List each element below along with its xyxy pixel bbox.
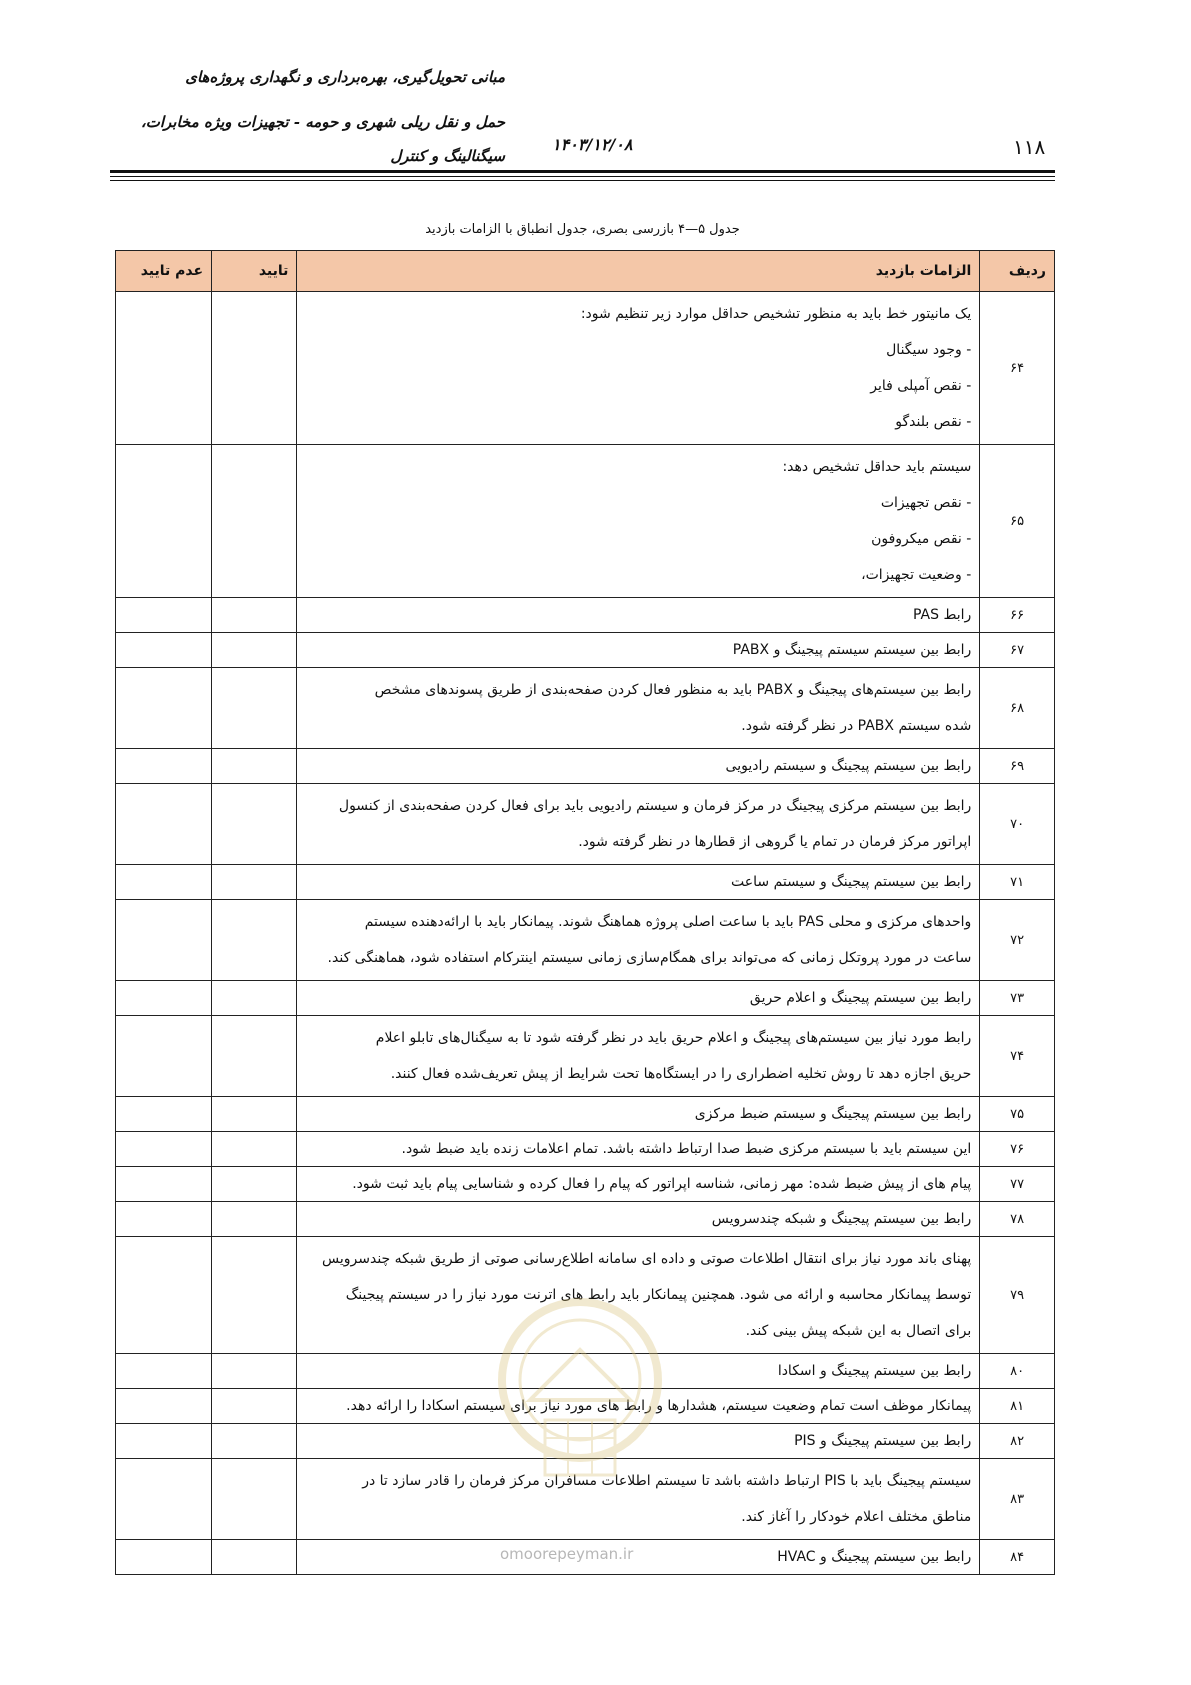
not-approve-cell[interactable]	[116, 1540, 212, 1575]
table-row	[116, 445, 1055, 598]
row-number: ۷۱	[980, 865, 1055, 900]
not-approve-cell[interactable]	[116, 749, 212, 784]
table-row	[116, 633, 1055, 668]
approve-cell[interactable]	[212, 900, 297, 981]
row-number: ۷۸	[980, 1202, 1055, 1237]
header-row-number: ردیف	[980, 251, 1055, 292]
row-number: ۶۴	[980, 292, 1055, 445]
requirement-text	[297, 1424, 980, 1459]
approve-cell[interactable]	[212, 1097, 297, 1132]
row-number: ۸۰	[980, 1354, 1055, 1389]
not-approve-cell[interactable]	[116, 1459, 212, 1540]
not-approve-cell[interactable]	[116, 598, 212, 633]
requirement-line: رابط بین سیستم پیجینگ و سیستم ساعت	[731, 874, 972, 890]
row-number: ۷۶	[980, 1132, 1055, 1167]
requirements-table	[115, 250, 1055, 1575]
requirement-text	[297, 1389, 980, 1424]
requirement-line: رابط بین سیستم پیجینگ و شبکه چندسرویس	[711, 1211, 972, 1227]
table-row	[116, 1354, 1055, 1389]
requirement-line: رابط بین سیستم سیستم پیجینگ و PABX	[732, 642, 972, 658]
approve-cell[interactable]	[212, 445, 297, 598]
row-number: ۸۲	[980, 1424, 1055, 1459]
page-header	[110, 62, 1055, 182]
requirement-line: رابط بین سیستم پیجینگ و سیستم ضبط مرکزی	[694, 1106, 972, 1122]
row-number: ۷۴	[980, 1016, 1055, 1097]
table-row	[116, 1459, 1055, 1540]
requirement-text	[297, 1459, 980, 1540]
requirement-line: رابط بین سیستم پیجینگ و PIS	[794, 1433, 972, 1449]
not-approve-cell[interactable]	[116, 900, 212, 981]
requirement-line: برای اتصال به این شبکه پیش بینی کند.	[745, 1323, 972, 1339]
header-rule	[110, 176, 1055, 177]
row-number: ۸۱	[980, 1389, 1055, 1424]
requirement-line: این سیستم باید با سیستم مرکزی ضبط صدا ارتباط داشته باشد. تمام اعلامات زنده باید ضبط شود.	[401, 1141, 972, 1157]
table-row	[116, 1097, 1055, 1132]
approve-cell[interactable]	[212, 1237, 297, 1354]
header-rule	[110, 170, 1055, 173]
requirement-line: - نقص تجهیزات	[880, 495, 972, 511]
header-date: ۱۴۰۳/۱۲/۰۸	[552, 135, 633, 154]
not-approve-cell[interactable]	[116, 784, 212, 865]
header-title-line-2: حمل و نقل ریلی شهری و حومه - تجهیزات ویژه مخابرات،	[140, 113, 505, 131]
not-approve-cell[interactable]	[116, 1097, 212, 1132]
requirement-line: رابط بین سیستم پیجینگ و HVAC	[777, 1549, 972, 1565]
requirement-line: رابط PAS	[913, 607, 972, 623]
requirement-text	[297, 1167, 980, 1202]
row-number: ۶۶	[980, 598, 1055, 633]
approve-cell[interactable]	[212, 749, 297, 784]
not-approve-cell[interactable]	[116, 1354, 212, 1389]
requirement-text	[297, 1016, 980, 1097]
approve-cell[interactable]	[212, 598, 297, 633]
requirement-text	[297, 749, 980, 784]
table-body	[116, 292, 1055, 1575]
row-number: ۷۰	[980, 784, 1055, 865]
table-row	[116, 1132, 1055, 1167]
requirement-text	[297, 633, 980, 668]
header-approve: تایید	[212, 251, 297, 292]
header-title-line-3: سیگنالینگ و کنترل	[390, 147, 505, 165]
requirement-line: سیستم پیجینگ باید با PIS ارتباط داشته باشد تا سیستم اطلاعات مسافران مرکز فرمان را قادر سازد تا در	[362, 1473, 972, 1489]
requirement-line: رابط مورد نیاز بین سیستم‌های پیجینگ و اعلام حریق باید در نظر گرفته شود تا به سیگنال‌های تابلو اعلام	[375, 1030, 972, 1046]
requirement-line: پیام های از پیش ضبط شده: مهر زمانی، شناسه اپراتور که پیام را فعال کرده و شناسایی پیام باید ثبت شود.	[352, 1176, 972, 1192]
not-approve-cell[interactable]	[116, 981, 212, 1016]
approve-cell[interactable]	[212, 668, 297, 749]
requirement-line: واحدهای مرکزی و محلی PAS باید با ساعت اصلی پروژه هماهنگ شوند. پیمانکار باید با ارائه‌دهنده سیستم	[364, 914, 972, 930]
not-approve-cell[interactable]	[116, 1132, 212, 1167]
table-row	[116, 292, 1055, 445]
requirement-line: رابط بین سیستم پیجینگ و اسکادا	[777, 1363, 972, 1379]
requirement-line: - نقص آمپلی فایر	[870, 378, 972, 394]
table-row	[116, 865, 1055, 900]
table-row	[116, 749, 1055, 784]
table-row	[116, 1424, 1055, 1459]
page-number: ۱۱۸	[1013, 135, 1046, 159]
requirement-text	[297, 1202, 980, 1237]
approve-cell[interactable]	[212, 1354, 297, 1389]
approve-cell[interactable]	[212, 1389, 297, 1424]
not-approve-cell[interactable]	[116, 865, 212, 900]
header-requirements: الزامات بازدید	[297, 251, 980, 292]
header-title-line-1: مبانی تحویل‌گیری، بهره‌برداری و نگهداری پروژه‌های	[185, 68, 505, 86]
requirement-line: رابط بین سیستم مرکزی پیجینگ در مرکز فرمان و سیستم رادیویی باید برای فعال کردن صفحه‌بندی از کنسول	[338, 798, 972, 814]
row-number: ۸۴	[980, 1540, 1055, 1575]
row-number: ۷۷	[980, 1167, 1055, 1202]
requirement-line: - نقص میکروفون	[871, 531, 972, 547]
not-approve-cell[interactable]	[116, 1237, 212, 1354]
approve-cell[interactable]	[212, 1459, 297, 1540]
header-rule	[110, 180, 1055, 181]
not-approve-cell[interactable]	[116, 1202, 212, 1237]
approve-cell[interactable]	[212, 1132, 297, 1167]
not-approve-cell[interactable]	[116, 668, 212, 749]
requirement-text	[297, 668, 980, 749]
table-row	[116, 900, 1055, 981]
table-row	[116, 668, 1055, 749]
row-number: ۷۲	[980, 900, 1055, 981]
requirement-text	[297, 784, 980, 865]
approve-cell[interactable]	[212, 981, 297, 1016]
requirement-line: مناطق مختلف اعلام خودکار را آغاز کند.	[741, 1509, 972, 1525]
row-number: ۸۳	[980, 1459, 1055, 1540]
approve-cell[interactable]	[212, 784, 297, 865]
requirement-line: اپراتور مرکز فرمان در تمام یا گروهی از قطارها در نظر گرفته شود.	[578, 834, 972, 850]
row-number: ۷۳	[980, 981, 1055, 1016]
table-row	[116, 1016, 1055, 1097]
row-number: ۶۸	[980, 668, 1055, 749]
not-approve-cell[interactable]	[116, 1424, 212, 1459]
header-not-approve: عدم تایید	[116, 251, 212, 292]
not-approve-cell[interactable]	[116, 633, 212, 668]
table-row	[116, 981, 1055, 1016]
not-approve-cell[interactable]	[116, 1016, 212, 1097]
table-row	[116, 1202, 1055, 1237]
not-approve-cell[interactable]	[116, 445, 212, 598]
requirement-text	[297, 981, 980, 1016]
requirement-text	[297, 598, 980, 633]
approve-cell[interactable]	[212, 1016, 297, 1097]
requirement-line: - وجود سیگنال	[886, 342, 972, 358]
not-approve-cell[interactable]	[116, 1167, 212, 1202]
requirement-text	[297, 1540, 980, 1575]
requirement-text	[297, 865, 980, 900]
requirement-line: رابط بین سیستم پیجینگ و سیستم رادیویی	[725, 758, 972, 774]
row-number: ۶۵	[980, 445, 1055, 598]
row-number: ۶۹	[980, 749, 1055, 784]
requirement-line: حریق اجازه دهد تا روش تخلیه اضطراری را در ایستگاه‌ها تحت شرایط از پیش تعریف‌شده فعال کنند.	[390, 1066, 972, 1082]
table-row	[116, 1237, 1055, 1354]
approve-cell[interactable]	[212, 1424, 297, 1459]
table-header-row	[116, 251, 1055, 292]
approve-cell[interactable]	[212, 1167, 297, 1202]
requirement-text	[297, 1354, 980, 1389]
requirement-line: پیمانکار موظف است تمام وضعیت سیستم، هشدارها و رابط های مورد نیاز برای سیستم اسکادا را ارائه دهد.	[346, 1398, 972, 1414]
requirement-line: رابط بین سیستم پیجینگ و اعلام حریق	[749, 990, 972, 1006]
requirement-line: رابط بین سیستم‌های پیجینگ و PABX باید به منظور فعال کردن صفحه‌بندی از طریق پسوندهای مشخص	[374, 682, 972, 698]
requirement-text	[297, 1097, 980, 1132]
requirement-text	[297, 1132, 980, 1167]
not-approve-cell[interactable]	[116, 292, 212, 445]
requirement-line: ساعت در مورد پروتکل زمانی که می‌تواند برای همگام‌سازی زمانی سیستم اینترکام استفاده شود، هماهنگی کند.	[327, 950, 972, 966]
requirement-text	[297, 1237, 980, 1354]
table-row	[116, 598, 1055, 633]
row-number: ۷۵	[980, 1097, 1055, 1132]
requirement-line: یک مانیتور خط باید به منظور تشخیص حداقل موارد زیر تنظیم شود:	[580, 306, 972, 322]
watermark-site: omoorepeyman.ir	[500, 1545, 634, 1563]
requirement-line: توسط پیمانکار محاسبه و ارائه می شود. همچنین پیمانکار باید رابط های اترنت مورد نیاز را در سیستم پیجینگ	[345, 1287, 972, 1303]
table-row	[116, 1389, 1055, 1424]
requirement-line: - وضعیت تجهیزات،	[861, 567, 972, 583]
requirement-line: - نقص بلندگو	[895, 414, 972, 430]
approve-cell[interactable]	[212, 633, 297, 668]
not-approve-cell[interactable]	[116, 1389, 212, 1424]
approve-cell[interactable]	[212, 865, 297, 900]
requirement-text	[297, 445, 980, 598]
requirement-line: پهنای باند مورد نیاز برای انتقال اطلاعات صوتی و داده ای سامانه اطلاع‌رسانی صوتی از طریق شبکه چندسرویس	[322, 1251, 972, 1267]
approve-cell[interactable]	[212, 292, 297, 445]
row-number: ۶۷	[980, 633, 1055, 668]
approve-cell[interactable]	[212, 1202, 297, 1237]
requirement-line: شده سیستم PABX در نظر گرفته شود.	[741, 718, 972, 734]
table-row	[116, 784, 1055, 865]
requirement-text	[297, 900, 980, 981]
table-row	[116, 1167, 1055, 1202]
table-caption: جدول ۵—۴ بازرسی بصری، جدول انطباق با الزامات بازدید	[425, 222, 740, 237]
row-number: ۷۹	[980, 1237, 1055, 1354]
requirement-line: سیستم باید حداقل تشخیص دهد:	[782, 459, 972, 475]
approve-cell[interactable]	[212, 1540, 297, 1575]
requirement-text	[297, 292, 980, 445]
